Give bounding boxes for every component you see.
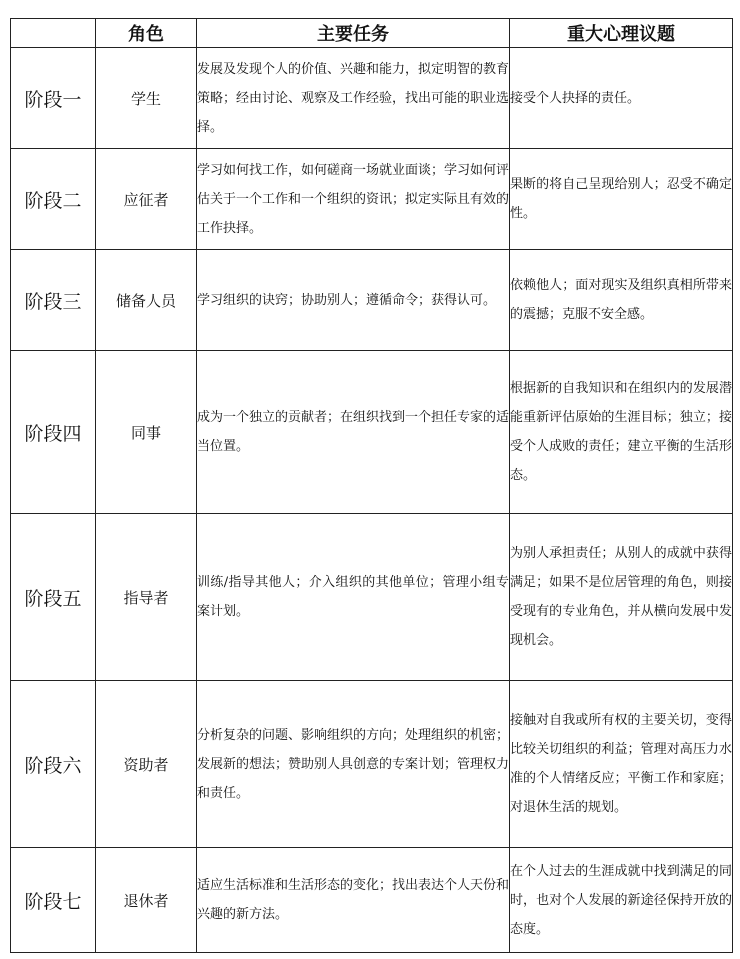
role-cell: 同事 bbox=[96, 351, 197, 514]
header-stage bbox=[11, 19, 96, 48]
issues-cell: 在个人过去的生涯成就中找到满足的同时，也对个人发展的新途径保持开放的态度。 bbox=[510, 848, 733, 953]
issues-cell: 果断的将自己呈现给别人；忍受不确定性。 bbox=[510, 149, 733, 250]
table-row bbox=[11, 149, 733, 250]
role-cell: 应征者 bbox=[96, 149, 197, 250]
issues-cell: 为别人承担责任；从别人的成就中获得满足；如果不是位居管理的角色，则接受现有的专业角色，并从横向发展中发现机会。 bbox=[510, 514, 733, 681]
table-row bbox=[11, 351, 733, 514]
table-row bbox=[11, 514, 733, 681]
issues-cell: 依赖他人；面对现实及组织真相所带来的震撼；克服不安全感。 bbox=[510, 250, 733, 351]
issues-cell: 根据新的自我知识和在组织内的发展潜能重新评估原始的生涯目标；独立；接受个人成败的责任；建立平衡的生活形态。 bbox=[510, 351, 733, 514]
header-role: 角色 bbox=[96, 19, 197, 48]
role-cell: 资助者 bbox=[96, 681, 197, 848]
stage-cell: 阶段五 bbox=[11, 514, 96, 681]
tasks-cell: 分析复杂的问题、影响组织的方向；处理组织的机密；发展新的想法；赞助别人具创意的专案计划；管理权力和责任。 bbox=[197, 681, 510, 848]
stage-cell: 阶段一 bbox=[11, 48, 96, 149]
role-cell: 学生 bbox=[96, 48, 197, 149]
role-cell: 退休者 bbox=[96, 848, 197, 953]
issues-cell: 接触对自我或所有权的主要关切，变得比较关切组织的利益；管理对高压力水准的个人情绪反应；平衡工作和家庭；对退休生活的规划。 bbox=[510, 681, 733, 848]
role-cell: 指导者 bbox=[96, 514, 197, 681]
career-stages-table bbox=[10, 18, 733, 953]
header-issues: 重大心理议题 bbox=[510, 19, 733, 48]
table-row bbox=[11, 681, 733, 848]
tasks-cell: 学习如何找工作，如何磋商一场就业面谈；学习如何评估关于一个工作和一个组织的资讯；拟定实际且有效的工作抉择。 bbox=[197, 149, 510, 250]
stage-cell: 阶段六 bbox=[11, 681, 96, 848]
tasks-cell: 学习组织的诀窍；协助别人；遵循命令；获得认可。 bbox=[197, 250, 510, 351]
table-row bbox=[11, 848, 733, 953]
tasks-cell: 训练/指导其他人；介入组织的其他单位；管理小组专案计划。 bbox=[197, 514, 510, 681]
tasks-cell: 适应生活标准和生活形态的变化；找出表达个人天份和兴趣的新方法。 bbox=[197, 848, 510, 953]
issues-cell: 接受个人抉择的责任。 bbox=[510, 48, 733, 149]
role-cell: 储备人员 bbox=[96, 250, 197, 351]
stage-cell: 阶段四 bbox=[11, 351, 96, 514]
stage-cell: 阶段二 bbox=[11, 149, 96, 250]
tasks-cell: 发展及发现个人的价值、兴趣和能力，拟定明智的教育策略；经由讨论、观察及工作经验，找出可能的职业选择。 bbox=[197, 48, 510, 149]
table-row bbox=[11, 48, 733, 149]
table-row bbox=[11, 250, 733, 351]
stage-cell: 阶段七 bbox=[11, 848, 96, 953]
header-row bbox=[11, 19, 733, 48]
header-tasks: 主要任务 bbox=[197, 19, 510, 48]
tasks-cell: 成为一个独立的贡献者；在组织找到一个担任专家的适当位置。 bbox=[197, 351, 510, 514]
stage-cell: 阶段三 bbox=[11, 250, 96, 351]
